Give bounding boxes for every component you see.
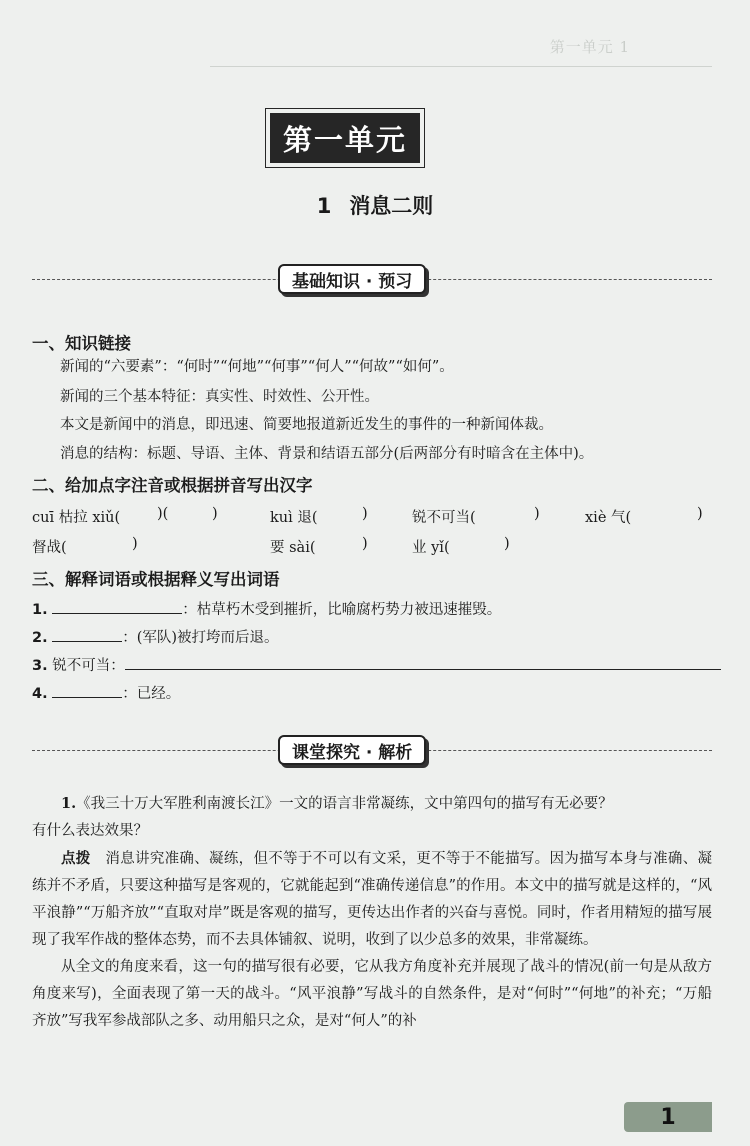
pinyin-item: cuī 枯拉 xiǔ(	[32, 510, 121, 526]
unit-title: 第一单元	[270, 113, 420, 163]
pinyin-item: )	[362, 506, 368, 522]
pinyin-item: xiè 气(	[585, 510, 632, 526]
pinyin-item: 业 yǐ(	[412, 540, 450, 556]
section-tag-class: 课堂探究 · 解析	[278, 735, 426, 765]
part3-heading: 三、解释词语或根据释义写出词语	[32, 570, 280, 589]
part1-heading: 一、知识链接	[32, 334, 131, 353]
vocab-definition: ：枯草朽木受到摧折，比喻腐朽势力被迅速摧毁。	[182, 602, 502, 618]
vocab-item-4	[32, 682, 712, 704]
pinyin-row-1	[32, 506, 712, 528]
section-bar-class	[32, 735, 712, 765]
pinyin-item: )	[697, 506, 703, 522]
pinyin-item: )	[362, 536, 368, 552]
analysis-paragraph-1: 消息讲究准确、凝练，但不等于不可以有文采，更不等于不能描写。因为描写本身与准确、凝练并不矛盾，只要这种描写是客观的，它就能起到“准确传递信息”的作用。本文中的描写就是这样的，“风平浪静”“万船齐放”“直取对岸”既是客观的描写，更传达出作者的兴奋与喜悦。同时，作者用精短的描写展现了我军作战的整体态势，而不去具体铺叙、说明，收到了以少总多的效果，非常凝练。	[32, 851, 713, 948]
analysis-label: 点拨	[61, 851, 91, 867]
section-tag-basic: 基础知识 · 预习	[278, 264, 426, 294]
answer-blank[interactable]	[52, 598, 182, 614]
part1-line-1: 新闻的“六要素”：“何时”“何地”“何事”“何人”“何故”“如何”。	[60, 359, 454, 375]
question-block	[32, 790, 712, 845]
pinyin-item: )	[534, 506, 540, 522]
running-header: 第一单元 1	[549, 38, 630, 56]
lesson-title	[0, 190, 750, 220]
vocab-number: 2.	[32, 630, 48, 646]
pinyin-item: )	[504, 536, 510, 552]
pinyin-item: 要 sài(	[270, 540, 316, 556]
answer-blank[interactable]	[52, 626, 122, 642]
vocab-definition: ：(军队)被打垮而后退。	[122, 630, 279, 646]
pinyin-item: )	[212, 506, 218, 522]
part1-line-2: 新闻的三个基本特征：真实性、时效性、公开性。	[60, 389, 379, 405]
answer-blank[interactable]	[125, 654, 721, 670]
vocab-item-1	[32, 598, 712, 620]
header-rule	[210, 66, 712, 67]
vocab-number: 1.	[32, 602, 48, 618]
vocab-number: 3.	[32, 658, 48, 674]
part1-line-4: 消息的结构：标题、导语、主体、背景和结语五部分(后两部分有时暗含在主体中)。	[60, 446, 594, 462]
question-line-2: 有什么表达效果？	[32, 823, 148, 839]
vocab-number: 4.	[32, 686, 48, 702]
question-line-1: 《我三十万大军胜利南渡长江》一文的语言非常凝练，文中第四句的描写有无必要？	[76, 796, 613, 812]
analysis-block	[32, 846, 712, 1035]
analysis-paragraph-2: 从全文的角度来看，这一句的描写很有必要，它从我方角度补充并展现了战斗的情况(前一句是从敌方角度来写)，全面表现了第一天的战斗。“风平浪静”写战斗的自然条件，是对“何时”“何地”的补充；“万船齐放”写我军参战部队之多、动用船只之众，是对“何人”的补	[32, 959, 712, 1029]
part1-line-3: 本文是新闻中的消息，即迅速、简要地报道新近发生的事件的一种新闻体裁。	[60, 417, 553, 433]
pinyin-item: 督战(	[32, 540, 67, 556]
pinyin-row-2	[32, 536, 712, 558]
vocab-item-2	[32, 626, 712, 648]
question-number: 1.	[61, 795, 77, 812]
answer-blank[interactable]	[52, 682, 122, 698]
vocab-definition: ：已经。	[122, 686, 181, 702]
lesson-name: 消息二则	[349, 194, 434, 218]
lesson-number: 1	[316, 194, 332, 218]
pinyin-item: kuì 退(	[270, 510, 318, 526]
vocab-term: 锐不可当：	[52, 658, 125, 674]
part2-heading: 二、给加点字注音或根据拼音写出汉字	[32, 476, 313, 495]
section-bar-basic	[32, 264, 712, 294]
pinyin-item: )	[132, 536, 138, 552]
vocab-item-3	[32, 654, 712, 676]
pinyin-item: 锐不可当(	[412, 510, 476, 526]
page-number: 1	[624, 1102, 712, 1132]
pinyin-item: )(	[157, 506, 169, 522]
